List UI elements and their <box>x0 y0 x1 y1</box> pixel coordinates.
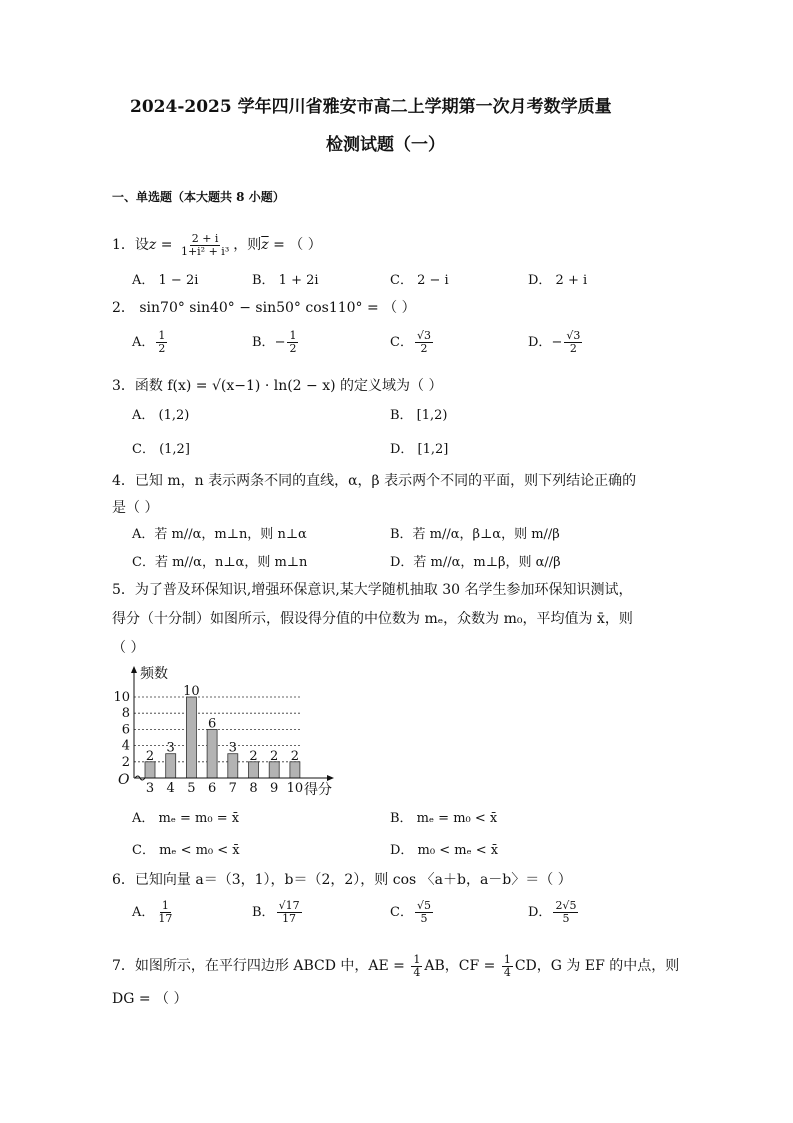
q1-option-c[interactable]: C． 2 − i <box>390 273 449 288</box>
q2-option-a[interactable] <box>132 330 169 355</box>
question-5-stem-cont: 得分（十分制）如图所示，假设得分值的中位数为 mₑ，众数为 m₀，平均值为 x̄，则 <box>112 611 633 627</box>
x-tick-label: 4 <box>166 781 175 796</box>
page-title-line2: 检测试题（一） <box>326 135 445 155</box>
q7-part-b: AB，CF = <box>424 958 500 974</box>
x-tick-label: 3 <box>145 781 155 796</box>
bar-value-label: 2 <box>145 748 155 764</box>
q6-b-num: √17 <box>278 899 300 912</box>
y-tick-label: 4 <box>121 738 130 754</box>
q2-d-num: √3 <box>566 329 581 342</box>
q7-f2-num: 1 <box>503 952 511 966</box>
q2-a-den: 2 <box>158 342 166 355</box>
q1-frac-num: 2 + i <box>191 231 219 245</box>
q2-d-label: D． <box>528 335 552 350</box>
q2-d-fraction <box>564 330 582 355</box>
x-tick-label: 5 <box>187 781 196 796</box>
q3-option-d[interactable]: D． [1,2] <box>390 442 449 457</box>
q6-c-den: 5 <box>420 912 428 925</box>
q3-option-a[interactable]: A． (1,2) <box>132 408 190 423</box>
q2-option-c[interactable] <box>390 330 435 355</box>
y-tick-label: 2 <box>121 754 130 770</box>
question-4-stem-cont: 是（ ） <box>112 500 159 516</box>
q2-c-fraction <box>415 330 433 355</box>
q6-option-b[interactable] <box>252 900 304 925</box>
q2-c-label: C． <box>390 335 413 350</box>
q7-f2-den: 4 <box>503 965 511 979</box>
q6-b-label: B． <box>252 905 275 920</box>
q2-option-b[interactable] <box>252 330 300 355</box>
question-2-stem: 2． sin70° sin40° − sin50° cos110° = （ ） <box>112 300 416 316</box>
q7-f1-den: 4 <box>413 965 421 979</box>
q3-option-b[interactable]: B． [1,2) <box>390 408 448 423</box>
question-1-stem <box>112 231 322 259</box>
q2-a-num: 1 <box>158 329 166 342</box>
bar-value-label: 2 <box>249 748 258 764</box>
q6-a-num: 1 <box>161 899 169 912</box>
y-axis-arrow <box>131 666 137 673</box>
q2-d-sign: − <box>551 335 563 350</box>
q1-option-a[interactable]: A． 1 − 2i <box>132 273 199 288</box>
question-5-stem-end: （ ） <box>112 640 145 656</box>
question-7-stem-cont: DG = （ ） <box>112 991 188 1007</box>
page-title: 2024-2025 学年四川省雅安市高二上学期第一次月考数学质量 <box>130 97 612 117</box>
q1-frac-den: 1+i² + i³ <box>180 244 230 258</box>
q1-tail: = （ ） <box>268 237 322 253</box>
q6-a-label: A． <box>132 905 155 920</box>
q2-b-fraction <box>287 330 298 355</box>
q6-c-fraction <box>415 900 433 925</box>
q6-option-c[interactable] <box>390 900 435 925</box>
q6-d-fraction <box>553 900 578 925</box>
q5-option-c[interactable]: C． mₑ < m₀ < x̄ <box>132 843 240 858</box>
y-tick-label: 6 <box>121 722 130 738</box>
x-tick-label: 6 <box>207 781 217 796</box>
x-axis-arrow <box>327 775 334 781</box>
q1-fraction <box>179 233 231 258</box>
bar-value-label: 3 <box>228 740 237 756</box>
bar-10 <box>290 762 300 778</box>
q1-eq: = <box>156 237 177 253</box>
y-axis-label: 频数 <box>140 666 168 682</box>
q6-d-label: D． <box>528 905 552 920</box>
bar-4 <box>166 754 176 778</box>
y-tick-label: 8 <box>121 706 130 722</box>
section-heading: 一、单选题（本大题共 8 小题） <box>112 190 285 204</box>
x-tick-label: 8 <box>249 781 258 796</box>
bar-5 <box>186 697 196 778</box>
q7-f1-num: 1 <box>413 952 421 966</box>
q6-a-fraction <box>156 900 174 925</box>
question-7-stem <box>112 952 679 980</box>
q1-prefix: 1．设 <box>112 237 149 253</box>
q6-c-label: C． <box>390 905 413 920</box>
bar-8 <box>249 762 259 778</box>
q6-c-num: √5 <box>416 899 431 912</box>
q1-option-d[interactable]: D． 2 + i <box>528 273 588 288</box>
x-tick-label: 9 <box>270 781 279 796</box>
q2-c-den: 2 <box>420 342 428 355</box>
q2-a-fraction <box>156 330 167 355</box>
q2-b-num: 1 <box>289 329 297 342</box>
frequency-bar-chart <box>112 664 342 799</box>
q4-option-a[interactable]: A．若 m//α，m⊥n，则 n⊥α <box>132 527 307 542</box>
origin-label: O <box>118 772 130 788</box>
bar-3 <box>145 762 155 778</box>
q1-zbar: $\overline{z}$ <box>261 237 269 253</box>
bar-value-label: 2 <box>270 748 279 764</box>
question-4-stem: 4．已知 m，n 表示两条不同的直线，α，β 表示两个不同的平面，则下列结论正确的 <box>112 473 637 489</box>
x-tick-label: 10 <box>286 781 304 796</box>
question-6-stem: 6．已知向量 a＝（3，1），b＝（2，2），则 cos 〈a＋b，a－b〉＝（ ） <box>112 872 572 888</box>
q6-b-den: 17 <box>282 912 297 925</box>
q2-c-num: √3 <box>416 329 431 342</box>
q1-z: z <box>148 237 157 253</box>
q6-a-den: 17 <box>158 912 173 925</box>
q7-fraction-1 <box>411 954 422 979</box>
q4-option-d[interactable]: D．若 m//α，m⊥β，则 α//β <box>390 555 561 570</box>
bar-value-label: 3 <box>166 740 175 756</box>
q5-option-d[interactable]: D． m₀ < mₑ < x̄ <box>390 843 499 858</box>
q7-fraction-2 <box>502 954 513 979</box>
bar-value-label: 6 <box>207 716 217 732</box>
x-axis-label: 得分 <box>304 782 332 798</box>
q2-b-den: 2 <box>289 342 297 355</box>
bar-value-label: 2 <box>290 748 300 764</box>
q6-option-d[interactable] <box>528 900 580 925</box>
y-tick-label: 10 <box>113 690 130 705</box>
bar-9 <box>269 762 279 778</box>
q4-option-b[interactable]: B．若 m//α，β⊥α，则 m//β <box>390 527 560 542</box>
q6-option-a[interactable] <box>132 900 176 925</box>
q4-option-c[interactable]: C．若 m//α，n⊥α，则 m⊥n <box>132 555 308 570</box>
question-3-stem: 3．函数 f(x) = √(x−1) · ln(2 − x) 的定义域为（ ） <box>112 378 443 394</box>
q1-option-b[interactable]: B． 1 + 2i <box>252 273 319 288</box>
q6-b-fraction <box>277 900 302 925</box>
q7-part-c: CD，G 为 EF 的中点，则 <box>514 958 680 974</box>
q3-option-c[interactable]: C． (1,2] <box>132 442 190 457</box>
q2-d-den: 2 <box>569 342 577 355</box>
q6-d-den: 5 <box>562 912 570 925</box>
q2-b-label: B． <box>252 335 275 350</box>
q2-a-label: A． <box>132 335 155 350</box>
q2-b-sign: − <box>274 335 286 350</box>
q6-d-num: 2√5 <box>555 899 577 912</box>
question-5-stem: 5．为了普及环保知识,增强环保意识,某大学随机抽取 30 名学生参加环保知识测试， <box>112 582 633 598</box>
q7-part-a: 7．如图所示，在平行四边形 ABCD 中，AE = <box>112 958 410 974</box>
x-tick-label: 7 <box>228 781 237 796</box>
q1-mid: ，则 <box>233 237 262 253</box>
bar-value-label: 10 <box>183 684 200 699</box>
q2-option-d[interactable] <box>528 330 584 355</box>
chart-bars <box>145 697 300 778</box>
q5-option-b[interactable]: B． mₑ = m₀ < x̄ <box>390 811 498 826</box>
bar-7 <box>228 754 238 778</box>
q5-option-a[interactable]: A． mₑ = m₀ = x̄ <box>132 811 240 826</box>
bar-6 <box>207 729 217 778</box>
